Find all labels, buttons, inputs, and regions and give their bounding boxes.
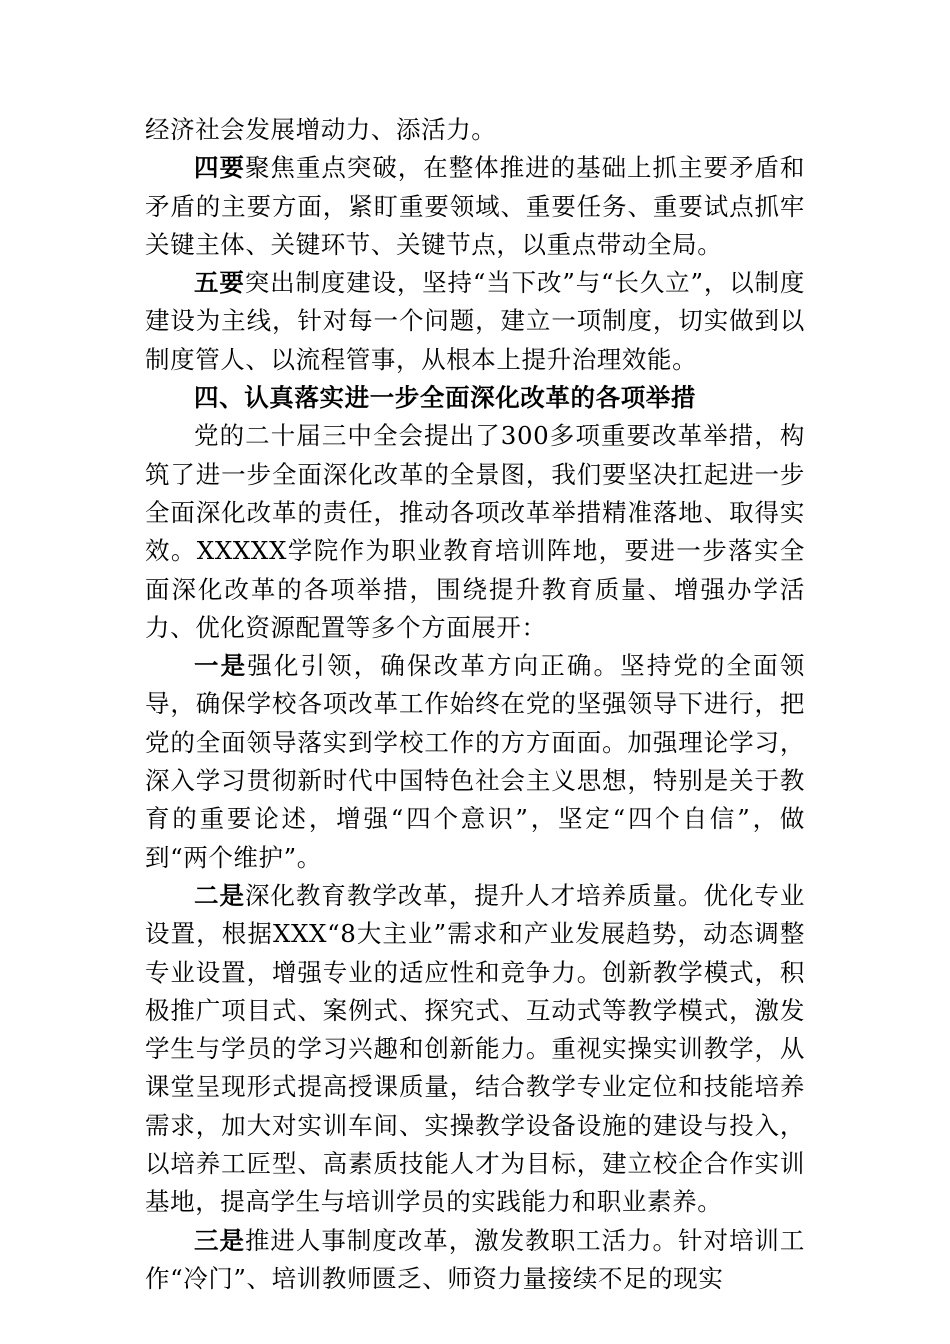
section-heading: 四、认真落实进一步全面深化改革的各项举措 [194,383,696,413]
paragraph-third: 三是推进人事制度改革，激发教职工活力。针对培训工作“冷门”、培训教师匮乏、师资力量接续不足的现实 [145,1225,805,1293]
paragraph-continuation: 经济社会发展增动力、添活力。 [145,115,497,144]
paragraph-intro: 党的二十届三中全会提出了300多项重要改革举措，构筑了进一步全面深化改革的全景图，我们要坚决扛起进一步全面深化改革的责任，推动各项改革举措精准落地、取得实效。XXXXX学院作为职业教育培训阵地，要进一步落实全面深化改革的各项举措，围绕提升教育质量、增强办学活力、优化资源配置等多个方面展开： [145,421,805,642]
paragraph-second: 二是深化教育教学改革，提升人才培养质量。优化专业设置，根据XXX“8大主业”需求和产业发展趋势，动态调整专业设置，增强专业的适应性和竞争力。创新教学模式，积极推广项目式、案例式、探究式、互动式等教学模式，激发学生与学员的学习兴趣和创新能力。重视实操实训教学，从课堂呈现形式提高授课质量，结合教学专业定位和技能培养需求，加大对实训车间、实操教学设备设施的建设与投入，以培养工匠型、高素质技能人才为目标，建立校企合作实训基地，提高学生与培训学员的实践能力和职业素养。 [145,880,805,1217]
paragraph-first: 一是强化引领，确保改革方向正确。坚持党的全面领导，确保学校各项改革工作始终在党的坚强领导下进行，把党的全面领导落实到学校工作的方方面面。加强理论学习，深入学习贯彻新时代中国特色社会主义思想，特别是关于教育的重要论述，增强“四个意识”，坚定“四个自信”，做到“两个维护”。 [145,651,805,872]
paragraph-lead: 二是 [194,880,245,910]
paragraph-lead: 三是 [194,1225,245,1255]
paragraph-point-four: 四要聚焦重点突破，在整体推进的基础上抓主要矛盾和矛盾的主要方面，紧盯重要领域、重要任务、重要试点抓牢关键主体、关键环节、关键节点，以重点带动全局。 [145,153,805,259]
document-body [145,111,805,1298]
paragraph-point-five: 五要突出制度建设，坚持“当下改”与“长久立”，以制度建设为主线，针对每一个问题，建立一项制度，切实做到以制度管人、以流程管事，从根本上提升治理效能。 [145,268,806,374]
paragraph-lead: 四要 [194,153,245,183]
paragraph-lead: 一是 [194,651,248,681]
paragraph-lead: 五要 [194,268,245,298]
